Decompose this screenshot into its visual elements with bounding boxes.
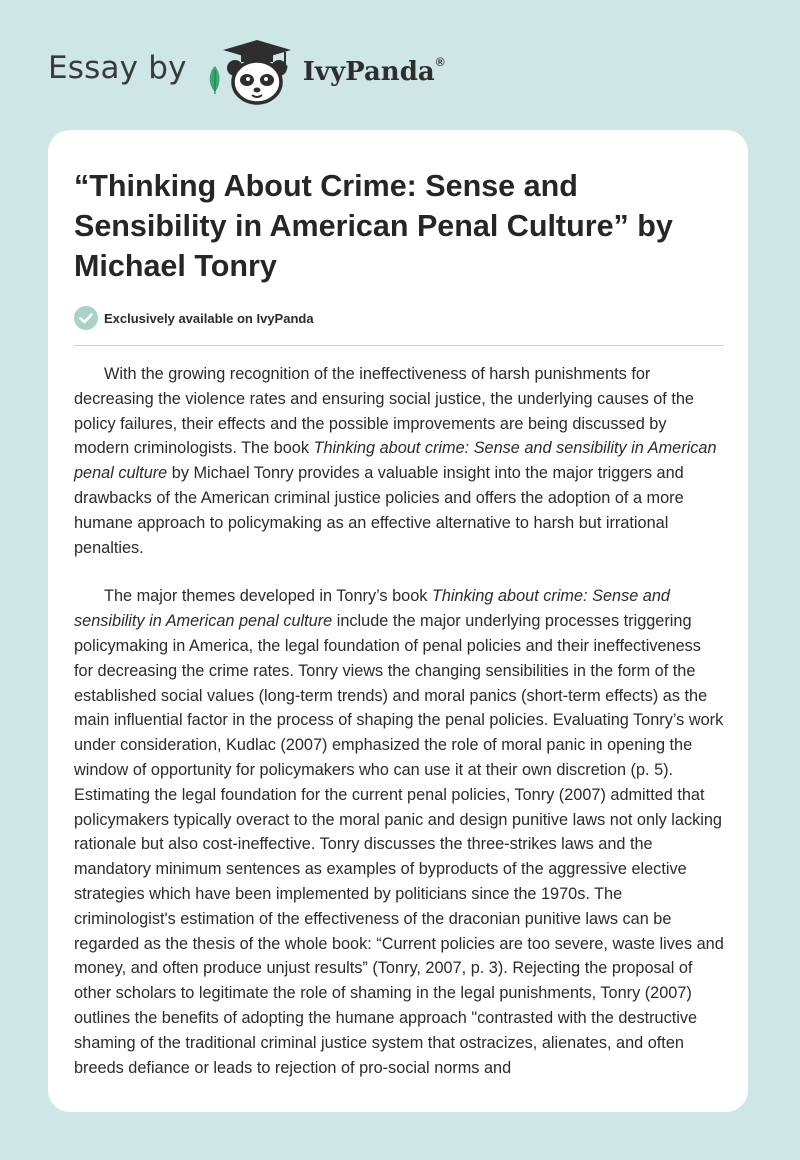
essay-by-label: Essay by bbox=[48, 50, 187, 86]
paragraph-1 bbox=[74, 362, 724, 560]
essay-title: “Thinking About Crime: Sense and Sensibility in American Penal Culture” by Michael Tonry bbox=[74, 169, 673, 283]
paragraph-text: The major themes developed in Tonry’s book bbox=[104, 587, 432, 606]
paragraph-2 bbox=[74, 584, 724, 1080]
exclusive-badge bbox=[74, 306, 314, 330]
brand-name-text: IvyPanda bbox=[302, 57, 435, 87]
panda-graduate-icon[interactable] bbox=[201, 36, 297, 108]
paragraph-text: include the major underlying processes triggering policymaking in America, the legal foundation of penal policies and their ineffectiveness for decreasing the crime rates. Tonry views the changing sensibilities in the form of the established social values (long-term trends) and moral panics (short-term effects) as the main influential factor in the process of shaping the penal policies. Evaluating Tonry’s work under consideration, Kudlac (2007) emphasized the role of moral panic in opening the window of opportunity for policymakers who can use it at their own discretion (p. 5). Estimating the legal foundation for the current penal policies, Tonry (2007) admitted that policymakers typically overact to the moral panic and design punitive laws not only lacking rationale but also cost-ineffective. Tonry discusses the three-strikes laws and the mandatory minimum sentences as examples of byproducts of the aggressive elective strategies which have been implemented by politicians since the 1970s. The criminologist's estimation of the effectiveness of the draconian punitive laws can be regarded as the thesis of the whole book: “Current policies are too severe, waste lives and money, and often produce unjust results” (Tonry, 2007, p. 3). Rejecting the proposal of other scholars to legitimate the role of shaming in the legal punishments, Tonry (2007) outlines the benefits of adopting the humane approach "contrasted with the destructive shaming of the traditional criminal justice system that ostracizes, alienates, and often breeds defiance or leads to rejection of pro-social norms and bbox=[74, 612, 724, 1077]
paragraph-text: by Michael Tonry provides a valuable insight into the major triggers and drawbacks of the American criminal justice policies and offers the adoption of a more humane approach to policymaking as an effective alternative to harsh but irrational penalties. bbox=[74, 464, 684, 557]
site-header bbox=[48, 36, 445, 108]
essay-card bbox=[48, 130, 748, 1112]
title-divider bbox=[74, 345, 724, 346]
book-title-italic: Thinking about crime: Sense and sensibility in American penal culture bbox=[74, 587, 670, 631]
check-badge-icon bbox=[74, 306, 98, 330]
paragraph-text: With the growing recognition of the ineffectiveness of harsh punishments for decreasing the violence rates and ensuring social justice, the underlying causes of the policy failures, their effects and the possible improvements are being discussed by modern criminologists. The book bbox=[74, 365, 694, 458]
exclusive-label: Exclusively available on IvyPanda bbox=[104, 310, 314, 326]
ivypanda-wordmark[interactable] bbox=[303, 57, 445, 87]
registered-mark: ® bbox=[435, 55, 445, 70]
essay-body bbox=[74, 362, 724, 1104]
book-title-italic: Thinking about crime: Sense and sensibility in American penal culture bbox=[74, 439, 717, 483]
